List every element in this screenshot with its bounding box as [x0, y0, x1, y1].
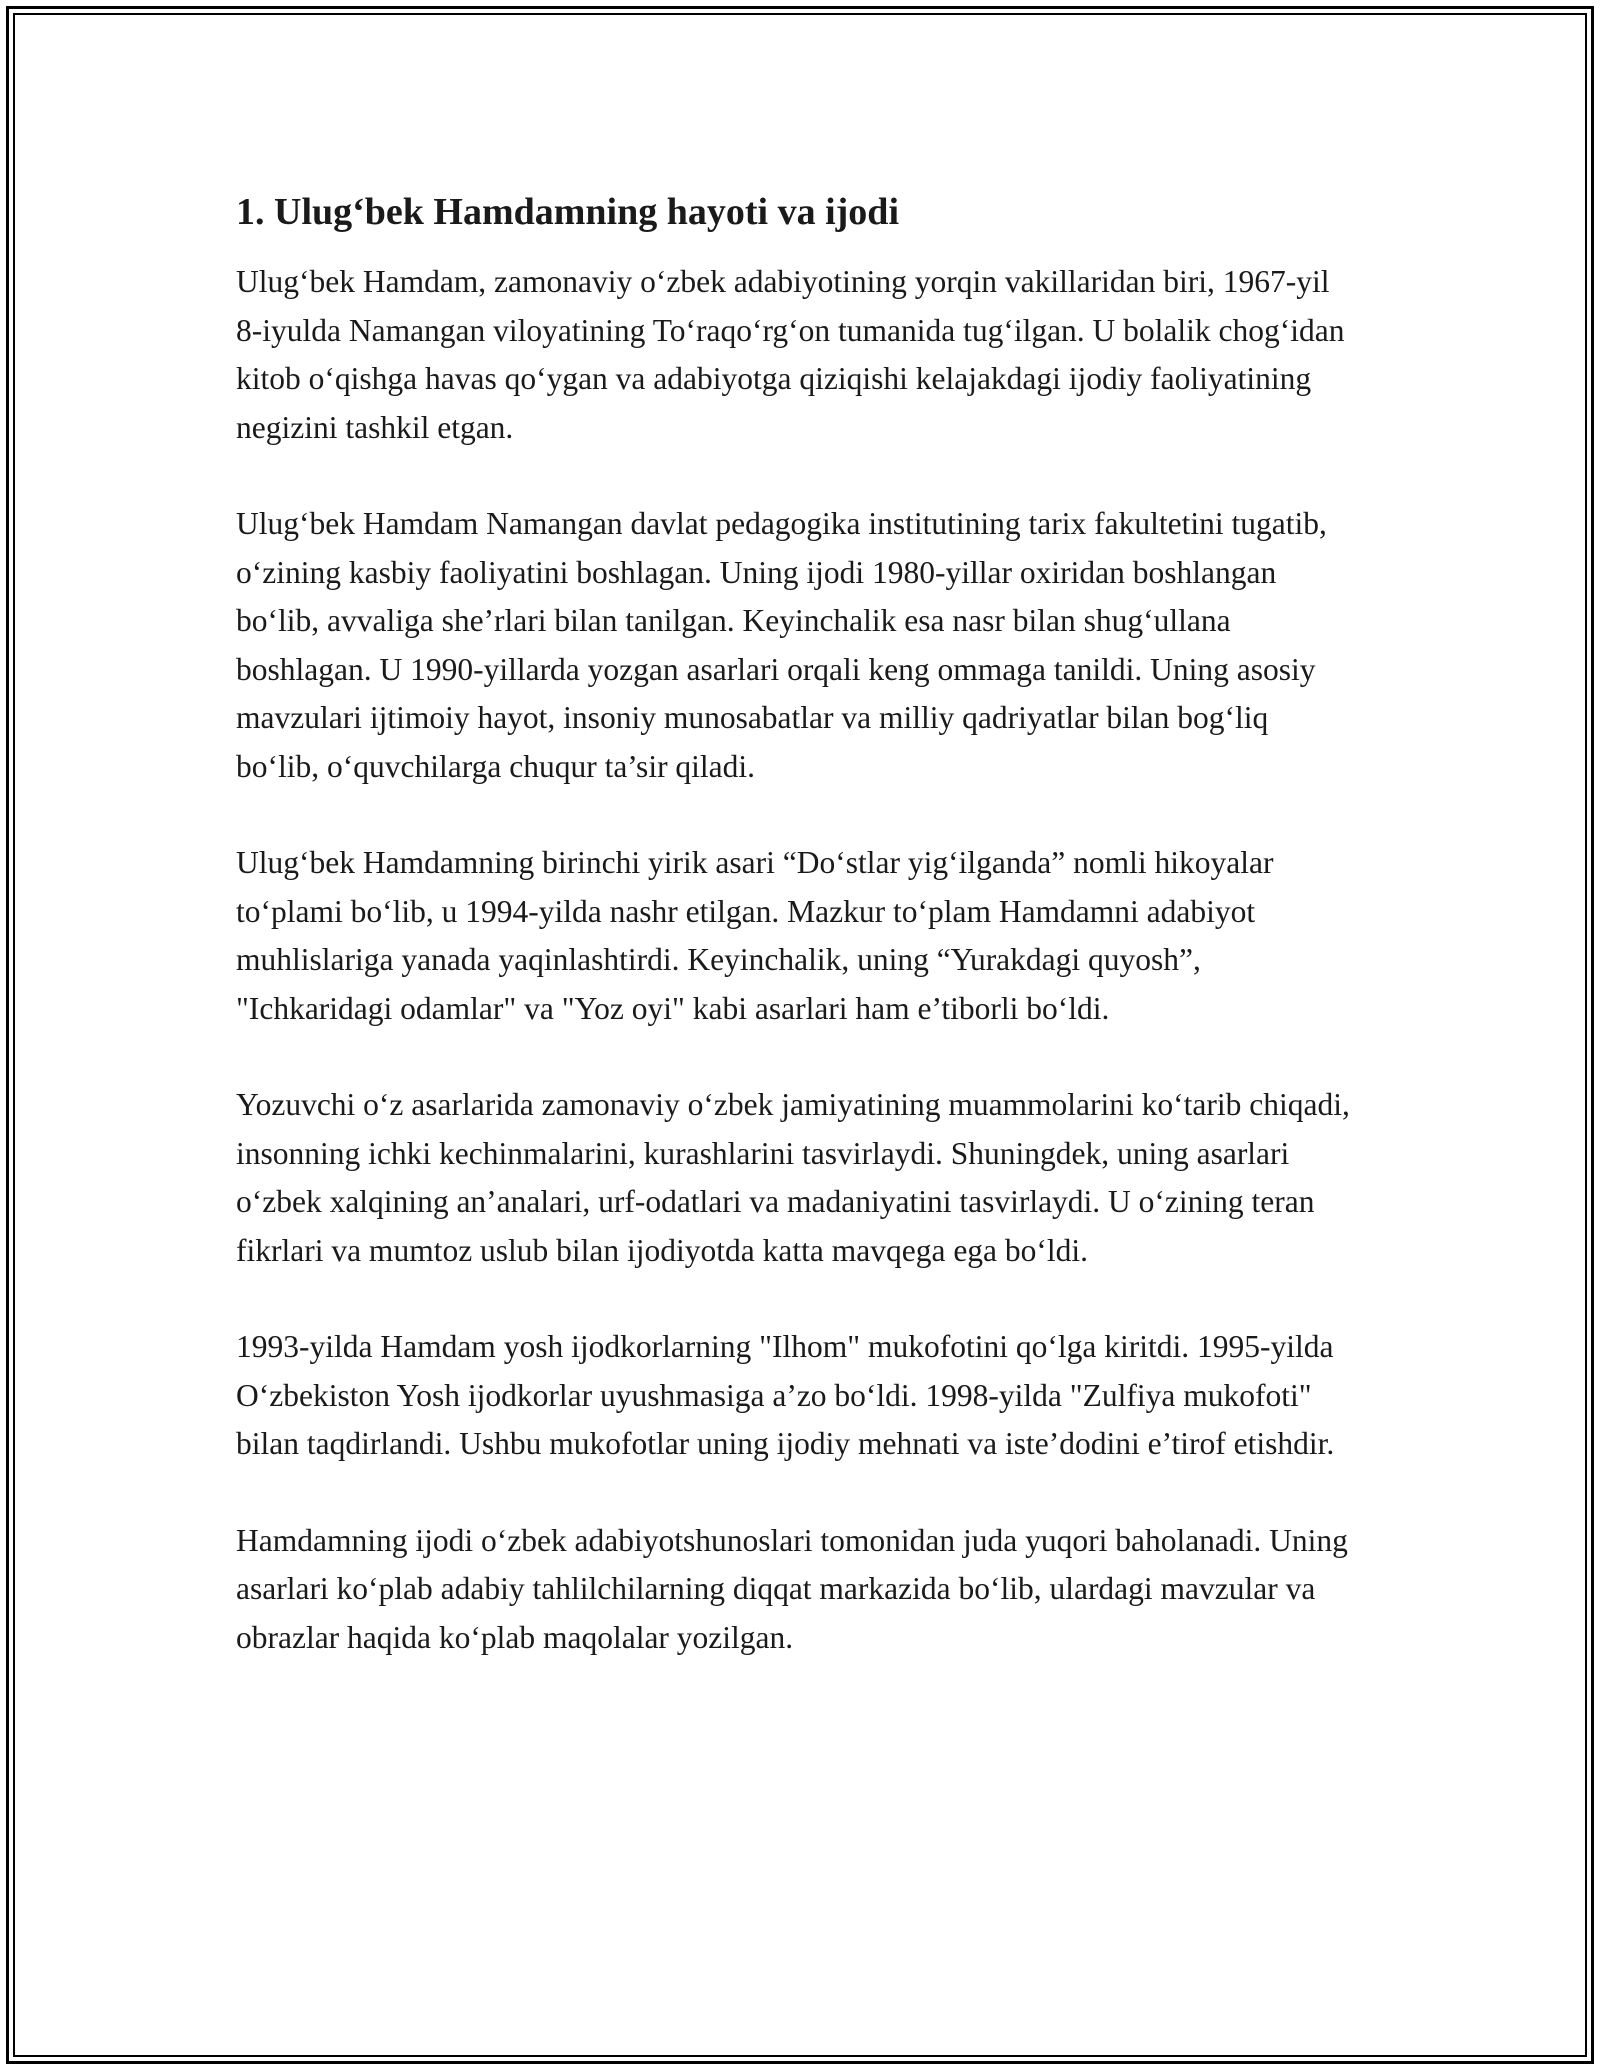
paragraph-first-works: Ulug‘bek Hamdamning birinchi yirik asari “Do‘stlar yig‘ilganda” nomli hikoyalar to‘plami bo‘lib, u 1994-yilda nashr etilgan. Mazkur to‘plam Hamdamni adabiyot muhlislariga yanada yaqinlashtirdi. Keyinchalik, uning “Yurakdagi quyosh”, "Ichkaridagi odamlar" va "Yoz oyi" kabi asarlari ham e’tiborli bo‘ldi. [236, 845, 1274, 1026]
paragraph-themes: Yozuvchi o‘z asarlarida zamonaviy o‘zbek jamiyatining muammolarini ko‘tarib chiqadi, insonning ichki kechinmalarini, kurashlarini tasvirlaydi. Shuningdek, uning asarlari o‘zbek xalqining an’analari, urf-odatlari va madaniyatini tasvirlaydi. U o‘zining teran fikrlari va mumtoz uslub bilan ijodiyotda katta mavqega ega bo‘ldi. [236, 1087, 1350, 1268]
paragraph-reception: Hamdamning ijodi o‘zbek adabiyotshunoslari tomonidan juda yuqori baholanadi. Uning asarlari ko‘plab adabiy tahlilchilarning diqqat markazida bo‘lib, ulardagi mavzular va obrazlar haqida ko‘plab maqolalar yozilgan. [236, 1522, 1348, 1655]
section-title: 1. Ulug‘bek Hamdamning hayoti va ijodi [236, 191, 899, 233]
paragraph-awards: 1993-yilda Hamdam yosh ijodkorlarning "Ilhom" mukofotini qo‘lga kiritdi. 1995-yilda O‘zbekiston Yosh ijodkorlar uyushmasiga a’zo bo‘ldi. 1998-yilda "Zulfiya mukofoti" bilan taqdirlandi. Ushbu mukofotlar uning ijodiy mehnati va iste’dodini e’tirof etishdir. [236, 1329, 1335, 1461]
paragraph-education-career: Ulug‘bek Hamdam Namangan davlat pedagogika institutining tarix fakultetini tugatib, o‘zining kasbiy faoliyatini boshlagan. Uning ijodi 1980-yillar oxiridan boshlangan bo‘lib, avvaliga she’rlari bilan tanilgan. Keyinchalik esa nasr bilan shug‘ullana boshlagan. U 1990-yillarda yozgan asarlari orqali keng ommaga tanildi. Uning asosiy mavzulari ijtimoiy hayot, insoniy munosabatlar va milliy qadriyatlar bilan bog‘liq bo‘lib, o‘quvchilarga chuqur ta’sir qiladi. [236, 506, 1327, 784]
paragraph-biography-intro: Ulug‘bek Hamdam, zamonaviy o‘zbek adabiyotining yorqin vakillaridan biri, 1967-yil 8-iyulda Namangan viloyatining To‘raqo‘rg‘on tumanida tug‘ilgan. U bolalik chog‘idan kitob o‘qishga havas qo‘ygan va adabiyotga qiziqishi kelajakdagi ijodiy faoliyatining negizini tashkil etgan. [236, 264, 1345, 445]
document-body [236, 188, 1356, 1662]
